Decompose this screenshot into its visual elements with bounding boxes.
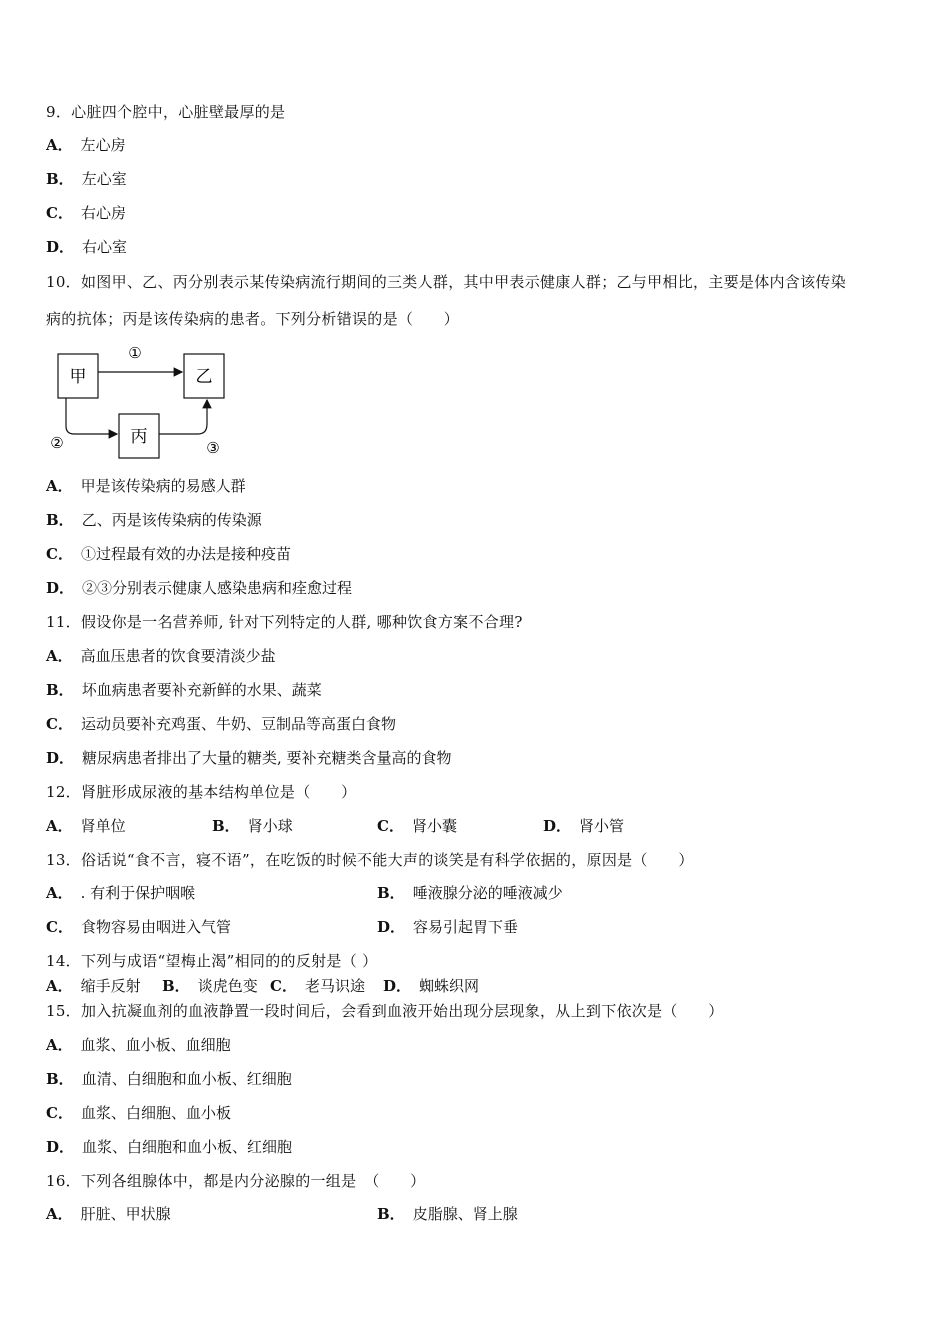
q13-option-a: A． . 有利于保护咽喉 (46, 884, 196, 902)
q12-option-d: D． 肾小管 (543, 817, 625, 835)
q9-option-c: C． 右心房 (46, 204, 126, 222)
q14-option-c: C． 老马识途 (270, 977, 365, 995)
q13-stem: 13．俗话说“食不言，寝不语”，在吃饭的时候不能大声的谈笑是有科学依据的，原因是（ ） (46, 851, 694, 869)
mark-2: ② (50, 434, 64, 452)
infection-flow-diagram (46, 338, 246, 462)
q16-stem: 16．下列各组腺体中，都是内分泌腺的一组是 （ ） (46, 1172, 426, 1190)
box-jia-label: 甲 (69, 367, 87, 387)
q10-stem-line1: 10．如图甲、乙、丙分别表示某传染病流行期间的三类人群，其中甲表示健康人群；乙与甲相比，主要是体内含该传染 (46, 273, 846, 291)
q15-option-c: C． 血浆、白细胞、血小板 (46, 1104, 231, 1122)
q16-option-a: A． 肝脏、甲状腺 (46, 1205, 171, 1223)
q15-option-d: D． 血浆、白细胞和血小板、红细胞 (46, 1138, 293, 1156)
q13-option-b: B． 唾液腺分泌的唾液减少 (377, 884, 563, 902)
q10-stem-line2: 病的抗体；丙是该传染病的患者。下列分析错误的是（ ） (46, 310, 460, 328)
q10-option-d: D． ②③分别表示健康人感染患病和痊愈过程 (46, 579, 353, 597)
q11-option-a: A． 高血压患者的饮食要清淡少盐 (46, 647, 276, 665)
q13-option-c: C． 食物容易由咽进入气管 (46, 918, 231, 936)
arrow-2 (66, 398, 117, 434)
q12-option-c: C． 肾小囊 (377, 817, 457, 835)
q12-option-b: B． 肾小球 (212, 817, 293, 835)
mark-1: ① (128, 344, 142, 362)
q15-stem: 15．加入抗凝血剂的血液静置一段时间后，会看到血液开始出现分层现象，从上到下依次是（ ） (46, 1002, 724, 1020)
q13-option-d: D． 容易引起胃下垂 (377, 918, 519, 936)
q11-option-d: D． 糖尿病患者排出了大量的糖类, 要补充糖类含量高的食物 (46, 749, 452, 767)
box-bing-label: 丙 (130, 427, 148, 447)
q10-option-b: B． 乙、丙是该传染病的传染源 (46, 511, 262, 529)
q10-option-a: A． 甲是该传染病的易感人群 (46, 477, 246, 495)
q15-option-a: A． 血浆、血小板、血细胞 (46, 1036, 231, 1054)
q10-option-c: C． ①过程最有效的办法是接种疫苗 (46, 545, 291, 563)
q9-option-b: B． 左心室 (46, 170, 127, 188)
box-yi-label: 乙 (195, 367, 213, 387)
q11-stem: 11．假设你是一名营养师, 针对下列特定的人群, 哪种饮食方案不合理? (46, 613, 523, 631)
q11-option-b: B． 坏血病患者要补充新鲜的水果、蔬菜 (46, 681, 322, 699)
q16-option-b: B． 皮脂腺、肾上腺 (377, 1205, 518, 1223)
arrow-3 (159, 400, 207, 434)
q14-stem: 14．下列与成语“望梅止渴”相同的的反射是（ ） (46, 952, 378, 970)
q15-option-b: B． 血清、白细胞和血小板、红细胞 (46, 1070, 292, 1088)
q9-option-d: D． 右心室 (46, 238, 128, 256)
q11-option-c: C． 运动员要补充鸡蛋、牛奶、豆制品等高蛋白食物 (46, 715, 396, 733)
q9-stem: 9．心脏四个腔中，心脏壁最厚的是 (46, 103, 286, 121)
q14-option-b: B． 谈虎色变 (162, 977, 258, 995)
mark-3: ③ (206, 439, 220, 457)
q14-option-d: D． 蜘蛛织网 (383, 977, 480, 995)
q14-option-a: A． 缩手反射 (46, 977, 141, 995)
q9-option-a: A． 左心房 (46, 136, 126, 154)
q12-option-a: A． 肾单位 (46, 817, 126, 835)
q12-stem: 12．肾脏形成尿液的基本结构单位是（ ） (46, 783, 357, 801)
